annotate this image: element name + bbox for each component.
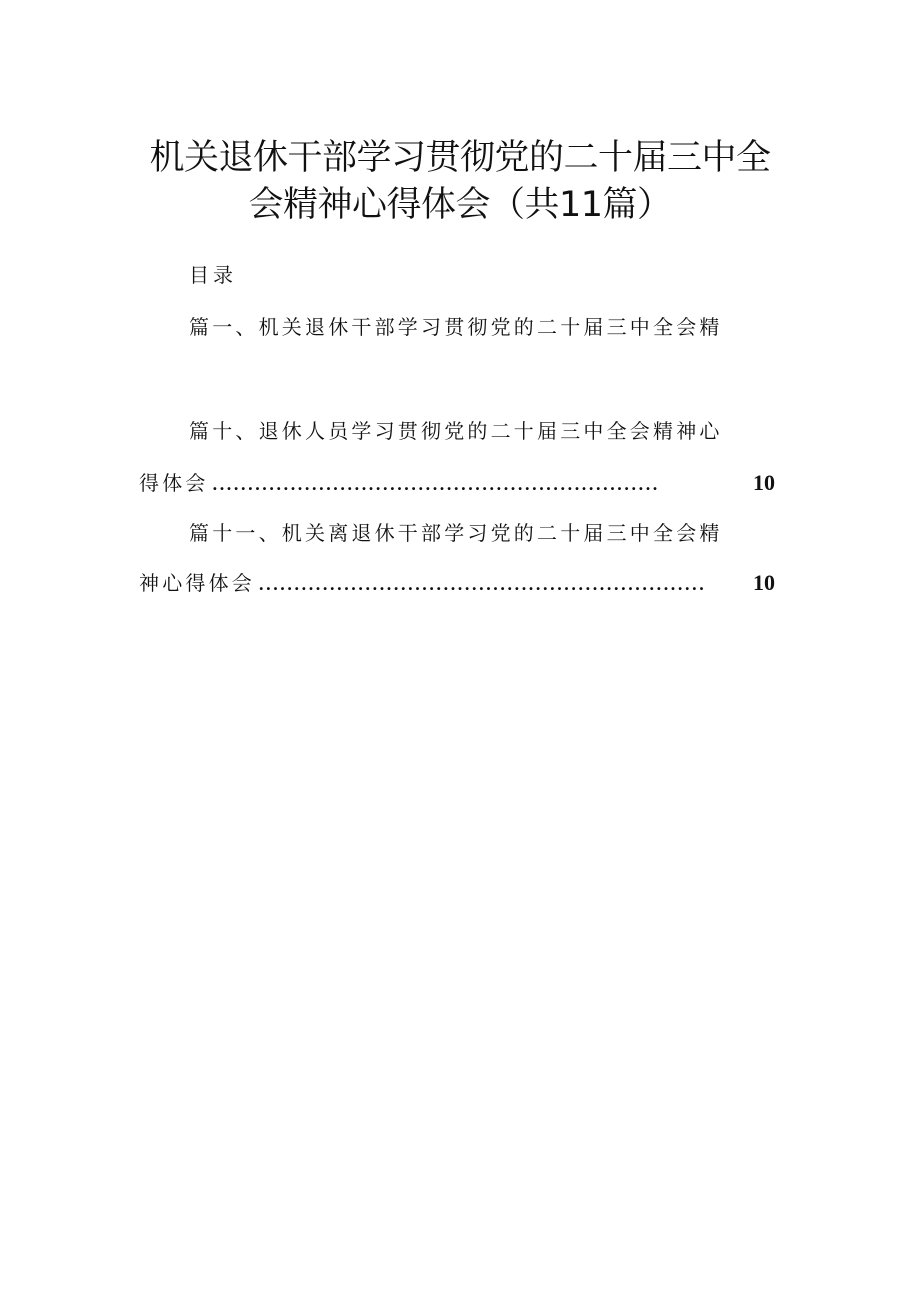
toc-leader-dots: ...............................................................	[212, 474, 660, 494]
toc-entry-10-continuation[interactable]	[139, 468, 775, 499]
document-title-line-2: 会精神心得体会（共11篇）	[248, 185, 672, 225]
toc-heading: 目录	[189, 263, 237, 287]
toc-page-number: 10	[753, 570, 775, 595]
toc-leader-dots: ...............................................................	[259, 574, 707, 594]
document-title-line-1: 机关退休干部学习贯彻党的二十届三中全	[149, 138, 771, 178]
toc-page-number: 10	[753, 470, 775, 495]
toc-entry-11[interactable]: 篇十一、机关离退休干部学习党的二十届三中全会精	[189, 521, 723, 545]
toc-entry-10[interactable]: 篇十、退休人员学习贯彻党的二十届三中全会精神心	[189, 419, 723, 443]
toc-entry-11-text: 神心得体会	[139, 571, 255, 595]
toc-entry-1[interactable]: 篇一、机关退休干部学习贯彻党的二十届三中全会精	[189, 315, 723, 339]
toc-entry-11-continuation[interactable]	[139, 568, 775, 599]
toc-entry-10-text: 得体会	[139, 471, 209, 495]
